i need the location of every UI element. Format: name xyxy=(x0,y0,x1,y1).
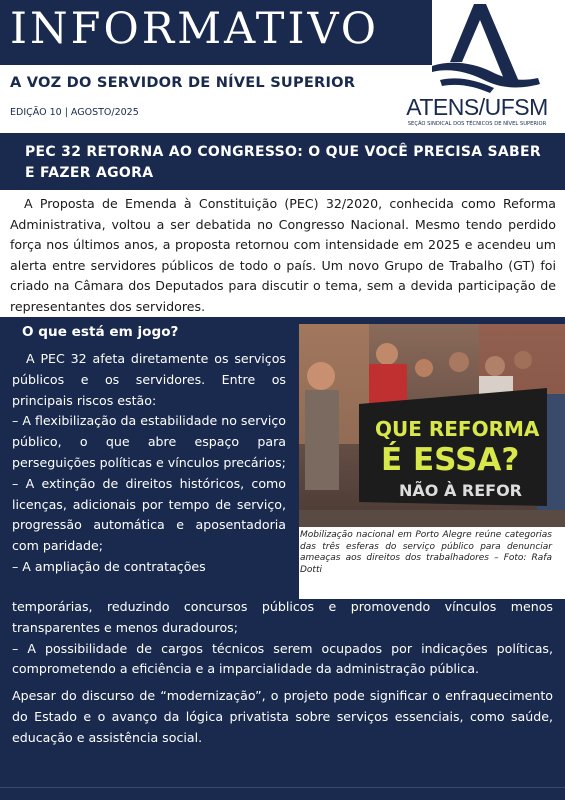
section-title: O que está em jogo? xyxy=(22,324,179,340)
article-headline: PEC 32 RETORNA AO CONGRESSO: O QUE VOCÊ PRECISA SABER E FAZER AGORA xyxy=(25,144,541,181)
protest-banner-line-1: QUE REFORMA xyxy=(375,417,540,441)
full-width-text xyxy=(12,597,553,749)
tagline: A VOZ DO SERVIDOR DE NÍVEL SUPERIOR xyxy=(10,74,356,91)
logo-name: ATENS/UFSM xyxy=(406,94,548,120)
lead-paragraph: A PEC 32 afeta diretamente os serviços públicos e os servidores. Entre os principais riscos estão: xyxy=(12,351,286,408)
photo-caption: Mobilização nacional em Porto Alegre reúne categorias das três esferas do serviço público para denunciar ameaças aos direitos dos trabalhadores – Foto: Rafa Dotti xyxy=(300,530,552,575)
risk-item-continued: temporárias, reduzindo concursos públicos e promovendo vínculos menos transparentes e menos duradouros; xyxy=(12,599,553,635)
risk-item: – A extinção de direitos históricos, como licenças, adicionais por tempo de serviço, progressão automática e aposentadoria com paridade; xyxy=(12,475,286,554)
risk-item: – A ampliação de contratações xyxy=(12,558,206,574)
logo-subtitle: SEÇÃO SINDICAL DOS TÉCNICOS DE NÍVEL SUPERIOR xyxy=(407,121,547,127)
risk-item: – A possibilidade de cargos técnicos serem ocupados por indicações políticas, comprometendo a eficiência e a imparcialidade da administração pública. xyxy=(12,640,553,677)
intro-paragraph: A Proposta de Emenda à Constituição (PEC) 32/2020, conhecida como Reforma Administrativa, voltou a ser debatida no Congresso Nacional. Mesmo tendo perdido força nos últimos anos, a proposta retornou com intensidade em 2025 e acendeu um alerta entre servidores públicos de todo o país. Um novo Grupo de Trabalho (GT) foi criado na Câmara dos Deputados para discutir o tema, sem a devida participação de representantes dos servidores. xyxy=(10,196,556,314)
protest-photo xyxy=(299,324,565,527)
protest-banner-line-3: NÃO À REFOR xyxy=(399,481,522,500)
risk-item: – A flexibilização da estabilidade no serviço público, o que abre espaço para perseguições políticas e vínculos precários; xyxy=(12,413,286,470)
logo-a-mark xyxy=(402,0,552,95)
edition-info: EDIÇÃO 10 | AGOSTO/2025 xyxy=(10,107,139,118)
protest-banner-line-2: É ESSA? xyxy=(381,442,520,478)
masthead-title: INFORMATIVO xyxy=(10,4,380,54)
photo-frame xyxy=(299,324,565,599)
bottom-divider xyxy=(0,787,565,788)
atens-logo xyxy=(402,0,552,130)
risks-column xyxy=(12,349,286,578)
conclusion-paragraph: Apesar do discurso de “modernização”, o projeto pode significar o enfraquecimento do Estado e o avanço da lógica privatista sobre serviços essenciais, como saúde, educação e assistência social. xyxy=(12,688,553,745)
